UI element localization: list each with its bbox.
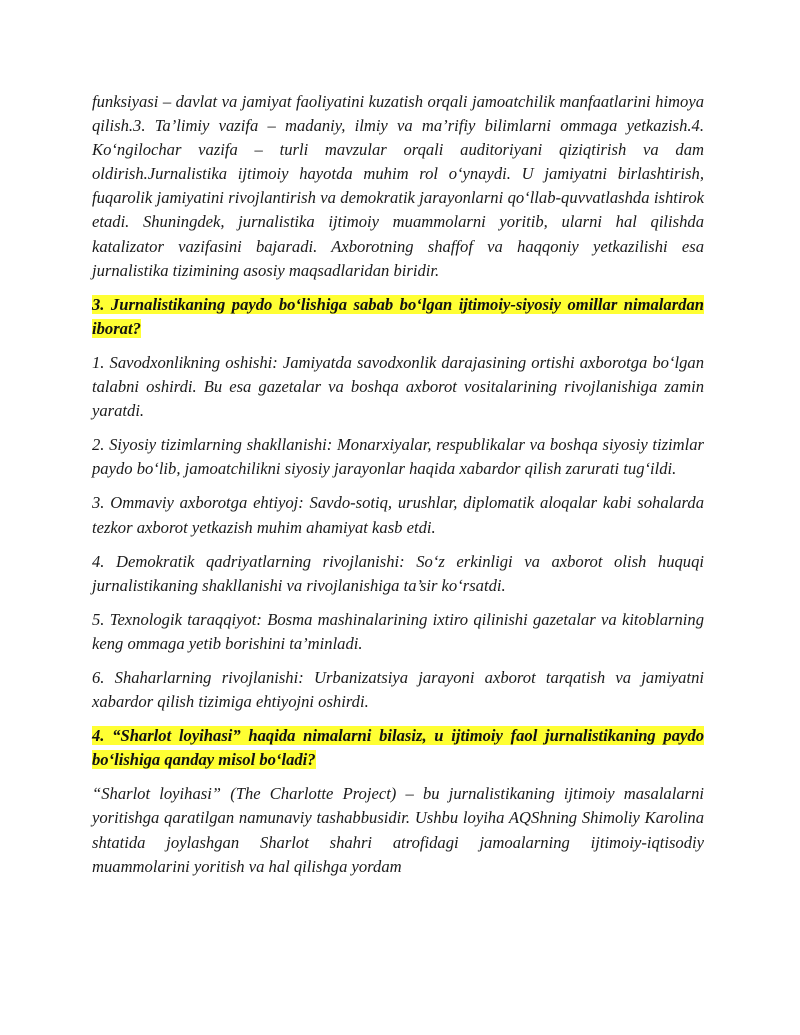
list-item-literacy: 1. Savodxonlikning oshishi: Jamiyatda savodxonlik darajasining ortishi axborotga bo‘lgan talabni oshirdi. Bu esa gazetalar va boshqa axborot vositalarining rivojlanishiga zamin yaratdi.: [92, 352, 704, 421]
paragraph-functions-summary: funksiyasi – davlat va jamiyat faoliyatini kuzatish orqali jamoatchilik manfaatlarini himoya qilish.3. Ta’limiy vazifa – madaniy, ilmiy va ma’rifiy bilimlarni ommaga yetkazish.4. Ko‘ngilochar vazifa – turli mavzular orqali auditoriyani qiziqtirish va dam oldirish.Jurnalistika ijtimoiy hayotda muhim rol o‘ynaydi. U jamiyatni birlashtirish, fuqarolik jamiyatini rivojlantirish va demokratik jarayonlarni qo‘llab-quvvatlashda ishtirok etadi. Shuningdek, jurnalistika ijtimoiy muammolarni yoritib, ularni hal qilishda katalizator vazifasini bajaradi. Axborotning shaffof va haqqoniy yetkazilishi esa jurnalistika tizimining asosiy maqsadlaridan biridir.: [92, 92, 704, 280]
list-item-technology: 5. Texnologik taraqqiyot: Bosma mashinalarining ixtiro qilinishi gazetalar va kitoblarning keng ommaga yetib borishini ta’minladi.: [92, 609, 704, 653]
document-page: [92, 90, 704, 889]
question-3-heading: [92, 293, 704, 341]
question-3-text: 3. Jurnalistikaning paydo bo‘lishiga sabab bo‘lgan ijtimoiy-siyosiy omillar nimalardan iborat?: [92, 294, 704, 338]
question-4-heading: [92, 724, 704, 772]
list-item-democratic-values: 4. Demokratik qadriyatlarning rivojlanishi: So‘z erkinligi va axborot olish huquqi jurnalistikaning shakllanishi va rivojlanishiga ta’sir ko‘rsatdi.: [92, 551, 704, 595]
list-item-political-systems: 2. Siyosiy tizimlarning shakllanishi: Monarxiyalar, respublikalar va boshqa siyosiy tizimlar paydo bo‘lib, jamoatchilikni siyosiy jarayonlar haqida xabardor qilish zarurati tug‘ildi.: [92, 435, 704, 479]
list-item-urbanization: 6. Shaharlarning rivojlanishi: Urbanizatsiya jarayoni axborot tarqatish va jamiyatni xabardor qilish tizimiga ehtiyojni oshirdi.: [92, 667, 704, 712]
paragraph-charlotte-project: “Sharlot loyihasi” (The Charlotte Project) – bu jurnalistikaning ijtimoiy masalalarni yoritishga qaratilgan namunaviy tashabbusidir. Ushbu loyiha AQShning Shimoliy Karolina shtatida joylashgan Sharlot shahri atrofidagi jamoalarning ijtimoiy-iqtisodiy muammolarini yoritish va hal qilishga yordam: [92, 784, 704, 876]
list-item-mass-information: 3. Ommaviy axborotga ehtiyoj: Savdo-sotiq, urushlar, diplomatik aloqalar kabi sohalarda tezkor axborot yetkazish muhim ahamiyat kasb etdi.: [92, 493, 704, 537]
question-4-text: 4. “Sharlot loyihasi” haqida nimalarni bilasiz, u ijtimoiy faol jurnalistikaning paydo bo‘lishiga qanday misol bo‘ladi?: [92, 726, 704, 770]
